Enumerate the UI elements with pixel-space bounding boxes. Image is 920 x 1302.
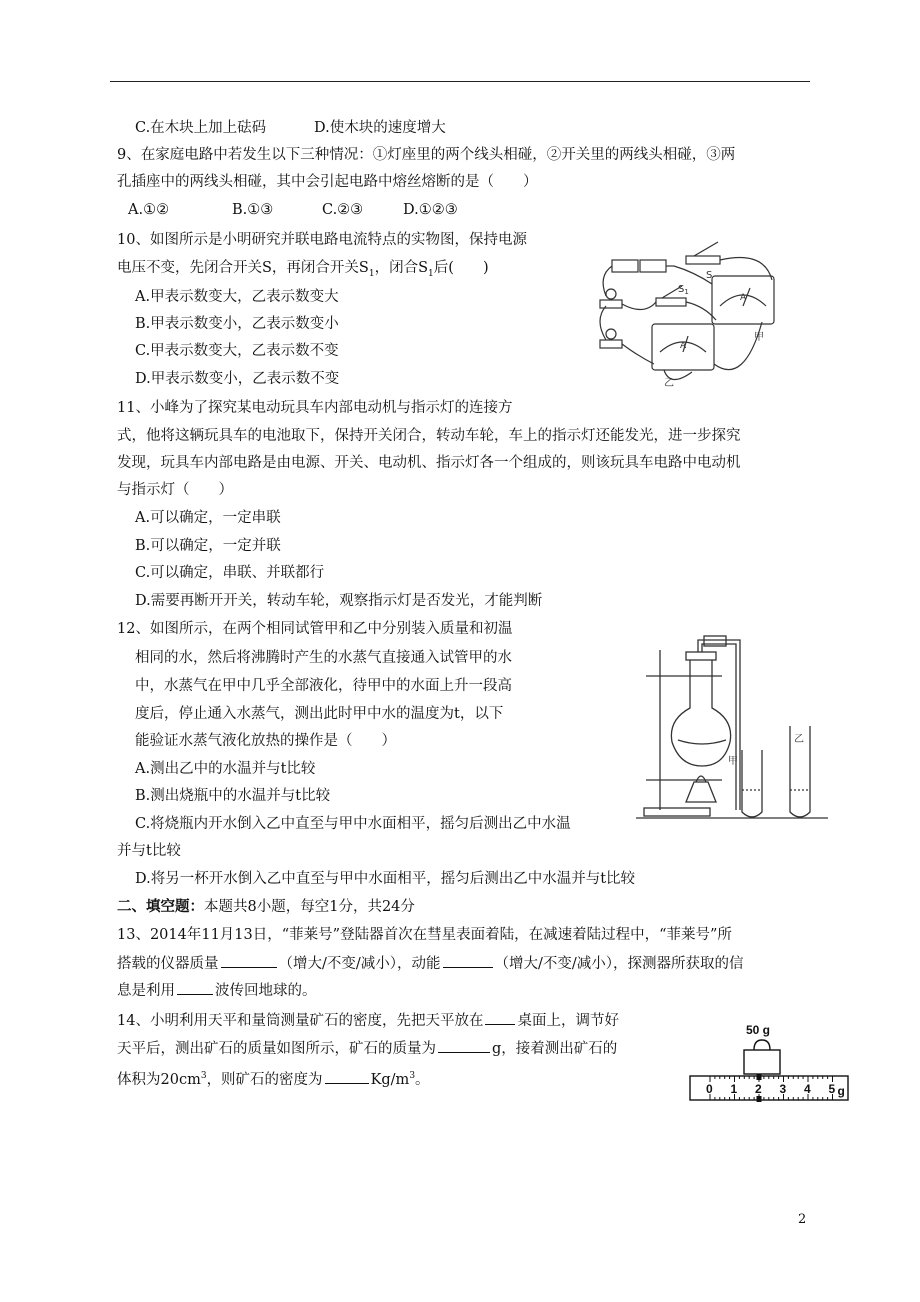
q12-option-b: B.测出烧瓶中的水温并与t比较 [135, 788, 331, 804]
q14-stem-line1: 14、小明利用天平和量筒测量矿石的密度，先把天平放在 桌面上，调节好 [117, 1010, 619, 1031]
scale-tick-label: 2 [755, 1082, 762, 1096]
q9-option-d: D.①②③ [403, 202, 458, 218]
switch-s [686, 256, 720, 264]
q10-option-c: C.甲表示数变大，乙表示数不变 [135, 343, 339, 359]
weight-knob [754, 1040, 770, 1050]
q11-option-c: C.可以确定，串联、并联都行 [135, 565, 325, 581]
q10-stem-line1: 10、如图所示是小明研究并联电路电流特点的实物图，保持电源 [117, 232, 527, 248]
bulb-1-base [600, 300, 622, 308]
q12-stem-line3: 中，水蒸气在甲中几乎全部液化，待甲中的水面上升一段高 [135, 678, 512, 694]
q10-option-a: A.甲表示数变大，乙表示数变大 [135, 289, 339, 305]
q12-stem-line2: 相同的水，然后将沸腾时产生的水蒸气直接通入试管甲的水 [135, 650, 512, 666]
delivery-tube [698, 640, 740, 810]
q13-blank-3[interactable] [177, 980, 213, 995]
header-rule [110, 81, 810, 82]
q11-option-b: B.可以确定，一定并联 [135, 538, 281, 554]
scale-tick-label: 5 [828, 1082, 836, 1096]
q13-stem-line2: 搭载的仪器质量 （增大/不变/减小），动能 （增大/不变/减小），探测器所获取的信 [117, 953, 744, 974]
rider-bottom [757, 1096, 762, 1102]
battery-1 [612, 260, 638, 272]
q9-option-a: A.①② [128, 202, 170, 218]
scale-tick-label: 4 [804, 1082, 811, 1096]
test-tube-jia [742, 750, 762, 817]
q12-option-a: A.测出乙中的水温并与t比较 [135, 761, 316, 777]
q11-stem-line2: 式，他将这辆玩具车的电池取下，保持开关闭合，转动车轮，车上的指示灯还能发光，进一步探究 [117, 428, 741, 444]
q11-option-d: D.需要再断开开关，转动车轮，观察指示灯是否发光，才能判断 [135, 593, 543, 609]
q12-stem-line1: 12、如图所示，在两个相同试管甲和乙中分别装入质量和初温 [117, 621, 513, 637]
q10-option-d: D.甲表示数变小，乙表示数不变 [135, 371, 340, 387]
label-jia: 甲 [754, 332, 764, 343]
bulb-2-base [600, 340, 622, 348]
scale-tick-label: 1 [730, 1082, 738, 1096]
q12-stem-line4: 度后，停止通入水蒸气，测出此时甲中水的温度为t，以下 [135, 706, 504, 722]
label-s: S [706, 270, 713, 281]
q9-stem-line1: 9、在家庭电路中若发生以下三种情况：①灯座里的两个线头相碰，②开关里的两线头相碰，③两 [117, 147, 736, 163]
q11-stem-line3: 发现，玩具车内部电路是由电源、开关、电动机、指示灯各一个组成的，则该玩具车电路中电动机 [117, 455, 741, 471]
battery-2 [640, 260, 666, 272]
q12-option-d: D.将另一杯开水倒入乙中直至与甲中水面相平，摇匀后测出乙中水温并与t比较 [135, 871, 636, 887]
q13-stem-line1: 13、2014年11月13日，“菲莱号”登陆器首次在彗星表面着陆，在减速着陆过程中，“菲莱号”所 [117, 927, 732, 943]
q13-blank-1[interactable] [221, 953, 277, 968]
q11-option-a: A.可以确定，一定串联 [135, 510, 281, 526]
q13-blank-2[interactable] [443, 953, 493, 968]
q14-blank-1[interactable] [485, 1010, 515, 1025]
q11-stem-line1: 11、小峰为了探究某电动玩具车内部电动机与指示灯的连接方 [117, 400, 513, 416]
scale-tick-label: 0 [706, 1082, 713, 1096]
q8-option-c: C.在木块上加上砝码 [135, 120, 267, 136]
section-2-heading: 二、填空题：本题共8小题，每空1分，共24分 [117, 898, 415, 915]
q12-option-c-line1: C.将烧瓶内开水倒入乙中直至与甲中水面相平，摇匀后测出乙中水温 [135, 816, 571, 832]
scale-tick-label: 3 [779, 1082, 787, 1096]
q10-option-b: B.甲表示数变小，乙表示数变小 [135, 316, 339, 332]
q14-stem-line3: 体积为$20cm^3$，则矿石的密度为 $Kg/m^3$。 [117, 1066, 430, 1090]
label-ammeter-a-jia: A [740, 293, 747, 303]
q13-stem-line3: 息是利用 波传回地球的。 [117, 980, 317, 1001]
switch-s1 [656, 298, 686, 306]
q9-option-b: B.①③ [232, 202, 274, 218]
q14-blank-2[interactable] [438, 1038, 490, 1053]
q14-stem-line2: 天平后，测出矿石的质量如图所示，矿石的质量为 g，接着测出矿石的 [117, 1038, 617, 1059]
stand-base [644, 808, 710, 816]
label-yi: 乙 [664, 378, 674, 389]
q9-option-c: C.②③ [322, 202, 364, 218]
label-jia: 甲 [728, 756, 738, 767]
scale-unit: g [837, 1084, 845, 1098]
label-yi: 乙 [794, 734, 804, 745]
rider-top [757, 1074, 762, 1080]
q9-stem-line2: 孔插座中的两线头相碰，其中会引起电路中熔丝熔断的是（ ） [117, 174, 538, 190]
q14-blank-3[interactable] [325, 1069, 369, 1084]
weight-label: 50 g [746, 1023, 771, 1037]
label-ammeter-a-yi: A [680, 341, 687, 351]
page-number: 2 [798, 1212, 807, 1227]
q12-stem-line5: 能验证水蒸气液化放热的操作是（ ） [135, 733, 396, 749]
q12-apparatus-figure [632, 630, 832, 826]
q14-balance-figure [688, 1022, 852, 1106]
q8-option-d: D.使木块的速度增大 [314, 120, 446, 136]
q10-stem-line2: 电压不变，先闭合开关S，再闭合开关$S_1$，闭合$S_1$后( ) [117, 260, 489, 279]
scale-beam [690, 1076, 848, 1100]
weight-body [744, 1050, 780, 1074]
q10-circuit-figure [594, 236, 794, 396]
alcohol-burner [686, 782, 716, 802]
label-s1: $S_1$ [678, 284, 689, 296]
q11-stem-line4: 与指示灯（ ） [117, 482, 233, 498]
q12-option-c-line2: 并与t比较 [117, 843, 181, 859]
